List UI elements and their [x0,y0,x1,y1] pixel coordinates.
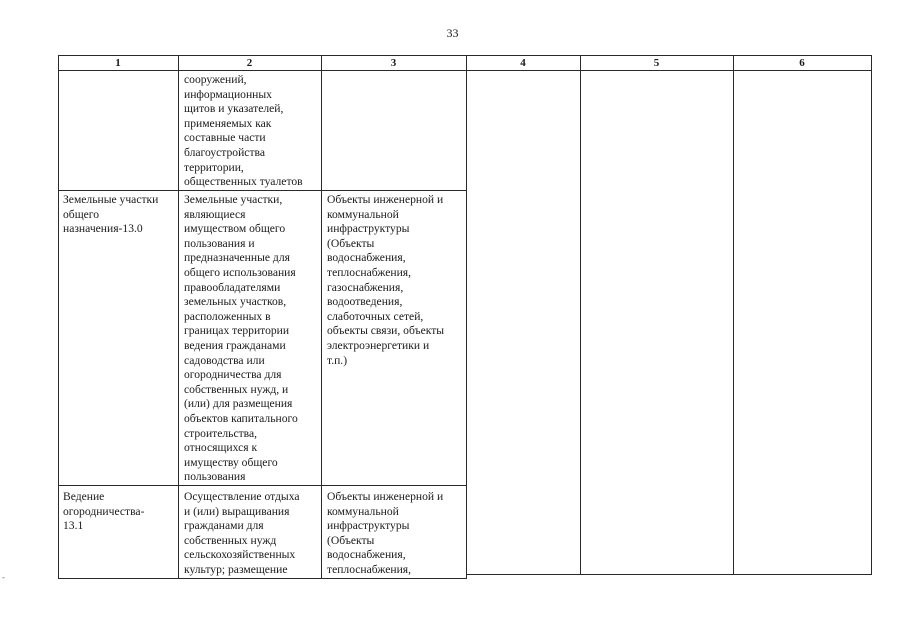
table-divider-col3 [466,55,467,578]
header-col-5: 5 [653,57,660,69]
table-border-right [871,55,872,574]
table-divider-col2 [321,55,322,578]
table-divider-col4 [580,55,581,574]
row1-col2: сооружений, информационных щитов и указателей, применяемых как составные части благоустройства территории, общественных туалетов [184,73,303,189]
row3-col3: Объекты инженерной и коммунальной инфраструктуры (Объекты водоснабжения, теплоснабжения, [327,490,444,576]
header-separator [58,70,872,71]
row2-col1: Земельные участки общего назначения-13.0 [63,193,159,236]
row3-col2: Осуществление отдыха и (или) выращивания гражданами для собственных нужд сельскохозяйственных культур; размещение [184,490,300,576]
table-divider-col1 [178,55,179,578]
header-col-2: 2 [246,57,253,69]
header-col-6: 6 [799,57,805,69]
header-col-4: 4 [520,57,526,69]
table-border-bottom-right [466,574,872,575]
header-col-3: 3 [390,57,397,69]
row2-col2: Земельные участки, являющиеся имуществом общего пользования и предназначенные для общего использования правообладателями земельных участков, расположенных в границах территории ведения гражданами садоводства или огородничества для собственных нужд, и (или) для размещения объектов капитального строительства, относящихся к имуществу общего пользования [184,193,298,484]
header-col-1: 1 [115,57,121,69]
row2-col3: Объекты инженерной и коммунальной инфраструктуры (Объекты водоснабжения, теплоснабжения, газоснабжения, водоотведения, слаботочных сетей, объекты связи, объекты электроэнергетики и т.п.) [327,193,445,367]
table-divider-col5 [733,55,734,574]
table-border-bottom-left [58,578,467,579]
row-separator-2 [58,485,467,486]
table-border-left [58,55,59,578]
margin-mark: - [2,572,5,582]
page-number: 33 [446,26,459,40]
row-separator-1 [58,190,467,191]
row3-col1: Ведение огородничества- 13.1 [63,490,145,533]
